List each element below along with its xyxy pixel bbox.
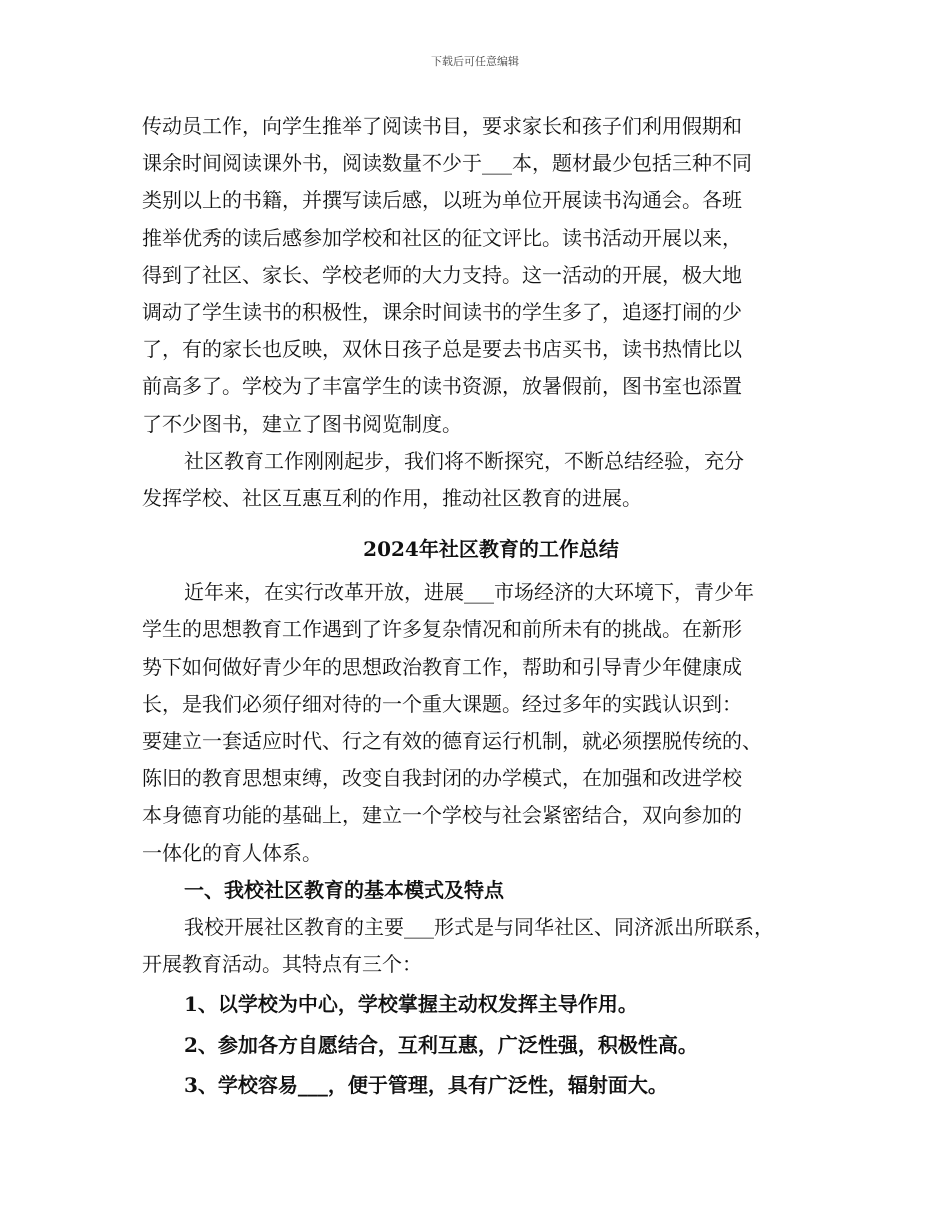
paragraph-line: 前高多了。学校为了丰富学生的读书资源，放暑假前，图书室也添置 — [142, 374, 742, 399]
paragraph-line: 近年来，在实行改革开放，进展___市场经济的大环境下，青少年 — [184, 580, 754, 605]
paragraph-line: 开展教育活动。其特点有三个： — [142, 952, 422, 977]
section-heading: 一、我校社区教育的基本模式及特点 — [184, 877, 504, 902]
paragraph-line: 传动员工作，向学生推举了阅读书目，要求家长和孩子们利用假期和 — [142, 114, 742, 138]
paragraph-line: 类别以上的书籍，并撰写读后感，以班为单位开展读书沟通会。各班 — [142, 188, 742, 213]
document-body — [142, 108, 822, 1104]
paragraph-line: 我校开展社区教育的主要___形式是与同华社区、同济派出所联系， — [184, 914, 774, 939]
paragraph-line: 要建立一套适应时代、行之有效的德育运行机制，就必须摆脱传统的、 — [142, 729, 762, 753]
paragraph-line: 了不少图书，建立了图书阅览制度。 — [142, 411, 462, 436]
paragraph-line: 陈旧的教育思想束缚，改变自我封闭的办学模式，在加强和改进学校 — [142, 766, 742, 791]
paragraph-line: 了，有的家长也反映，双休日孩子总是要去书店买书，读书热情比以 — [142, 337, 742, 362]
feature-item: 1、以学校为中心，学校掌握主动权发挥主导作用。 — [184, 992, 638, 1017]
paragraph-line: 课余时间阅读课外书，阅读数量不少于___本，题材最少包括三种不同 — [142, 151, 752, 176]
feature-item: 3、学校容易___，便于管理，具有广泛性，辐射面大。 — [184, 1072, 668, 1097]
paragraph-line: 学生的思想教育工作遇到了许多复杂情况和前所未有的挑战。在新形 — [142, 617, 742, 642]
document-title: 2024年社区教育的工作总结 — [363, 537, 619, 562]
paragraph-line: 社区教育工作刚刚起步，我们将不断探究，不断总结经验，充分 — [184, 448, 744, 473]
paragraph-line: 长，是我们必须仔细对待的一个重大课题。经过多年的实践认识到： — [142, 691, 742, 716]
paragraph-line: 一体化的育人体系。 — [142, 840, 322, 865]
paragraph-line: 推举优秀的读后感参加学校和社区的征文评比。读书活动开展以来， — [142, 225, 742, 250]
paragraph-line: 势下如何做好青少年的思想政治教育工作，帮助和引导青少年健康成 — [142, 654, 742, 679]
paragraph-line: 发挥学校、社区互惠互利的作用，推动社区教育的进展。 — [142, 485, 642, 510]
paragraph-line: 得到了社区、家长、学校老师的大力支持。这一活动的开展，极大地 — [142, 262, 742, 287]
page-header: 下载后可任意编辑 — [431, 55, 519, 68]
paragraph-line: 调动了学生读书的积极性，课余时间读书的学生多了，追逐打闹的少 — [142, 299, 742, 324]
feature-item: 2、参加各方自愿结合，互利互惠，广泛性强，积极性高。 — [184, 1032, 698, 1057]
paragraph-line: 本身德育功能的基础上，建立一个学校与社会紧密结合，双向参加的 — [142, 803, 742, 828]
